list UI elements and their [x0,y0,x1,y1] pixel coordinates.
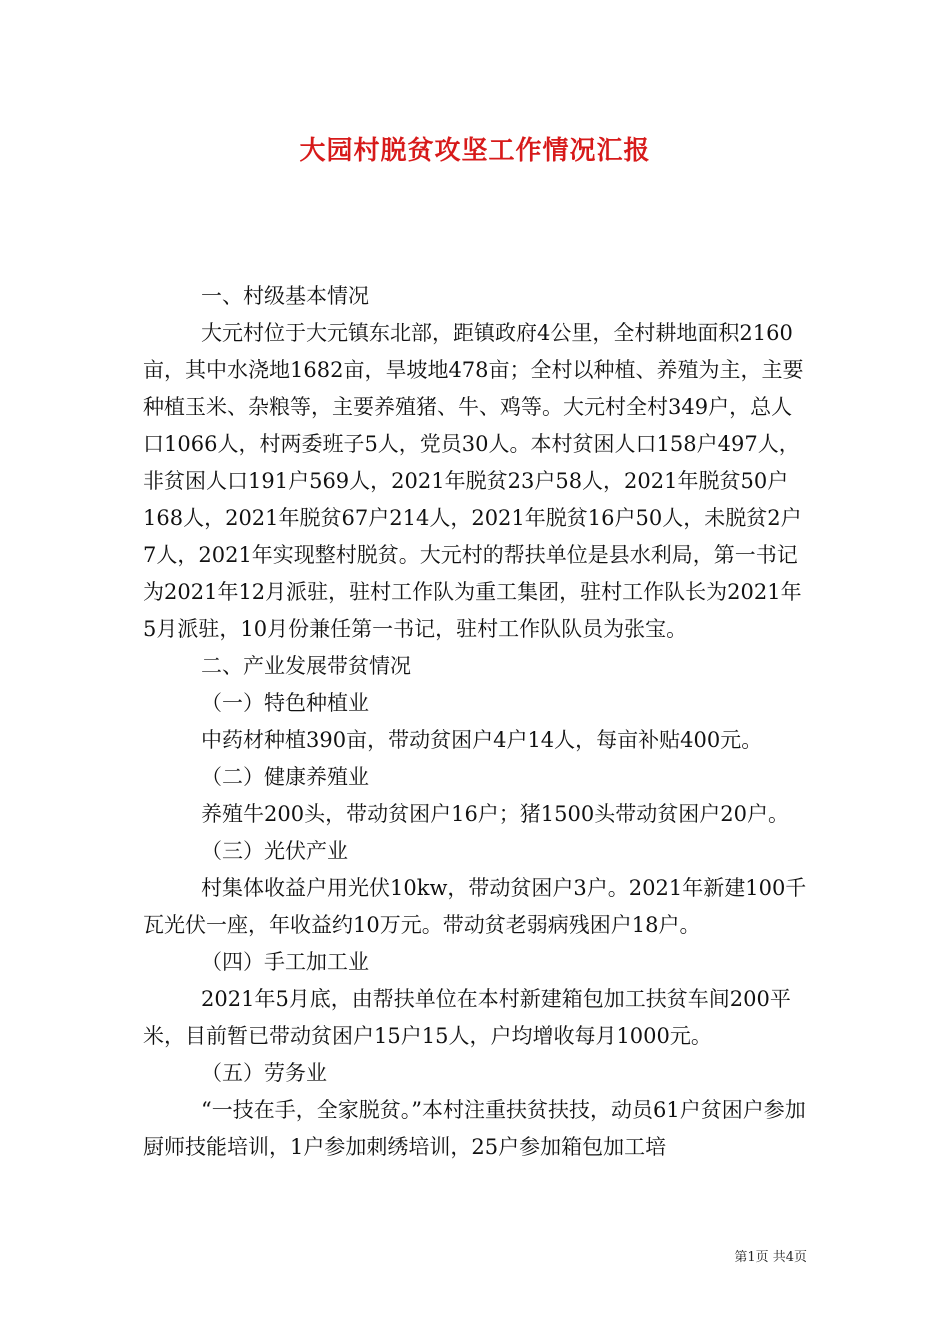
subheading-planting: （一）特色种植业 [201,691,369,715]
paragraph-basic-info: 大元村位于大元镇东北部，距镇政府4公里，全村耕地面积2160亩，其中水浇地1682亩，旱坡地478亩；全村以种植、养殖为主，主要种植玉米、杂粮等，主要养殖猪、牛、鸡等。大元村全村349户，总人口1066人，村两委班子5人，党员30人。本村贫困人口158户497人，非贫困人口191户569人，2021年脱贫23户58人，2021年脱贫50户168人，2021年脱贫67户214人，2021年脱贫16户50人，未脱贫2户7人，2021年实现整村脱贫。大元村的帮扶单位是县水利局，第一书记为2021年12月派驻，驻村工作队为重工集团，驻村工作队长为2021年5月派驻，10月份兼任第一书记，驻村工作队队员为张宝。 [143,321,804,641]
paragraph-handicraft: 2021年5月底，由帮扶单位在本村新建箱包加工扶贫车间200平米，目前暂已带动贫困户15户15人，户均增收每月1000元。 [143,987,791,1048]
document-body [143,278,813,1166]
subheading-labor: （五）劳务业 [201,1061,327,1085]
paragraph-breeding: 养殖牛200头，带动贫困户16户；猪1500头带动贫困户20户。 [201,802,789,826]
paragraph-planting: 中药材种植390亩，带动贫困户4户14人，每亩补贴400元。 [201,728,763,752]
document-title: 大园村脱贫攻坚工作情况汇报 [299,136,651,166]
subheading-handicraft: （四）手工加工业 [201,950,369,974]
subheading-photovoltaic: （三）光伏产业 [201,839,348,863]
paragraph-labor: “一技在手，全家脱贫。”本村注重扶贫扶技，动员61户贫困户参加厨师技能培训，1户参加刺绣培训，25户参加箱包加工培 [143,1098,806,1159]
section-heading-1: 一、村级基本情况 [201,284,369,308]
section-heading-2: 二、产业发展带贫情况 [201,654,411,678]
paragraph-photovoltaic: 村集体收益户用光伏10kw，带动贫困户3户。2021年新建100千瓦光伏一座，年收益约10万元。带动贫老弱病残困户18户。 [143,876,807,937]
page-number: 第1页 共4页 [734,1250,807,1265]
subheading-breeding: （二）健康养殖业 [201,765,369,789]
